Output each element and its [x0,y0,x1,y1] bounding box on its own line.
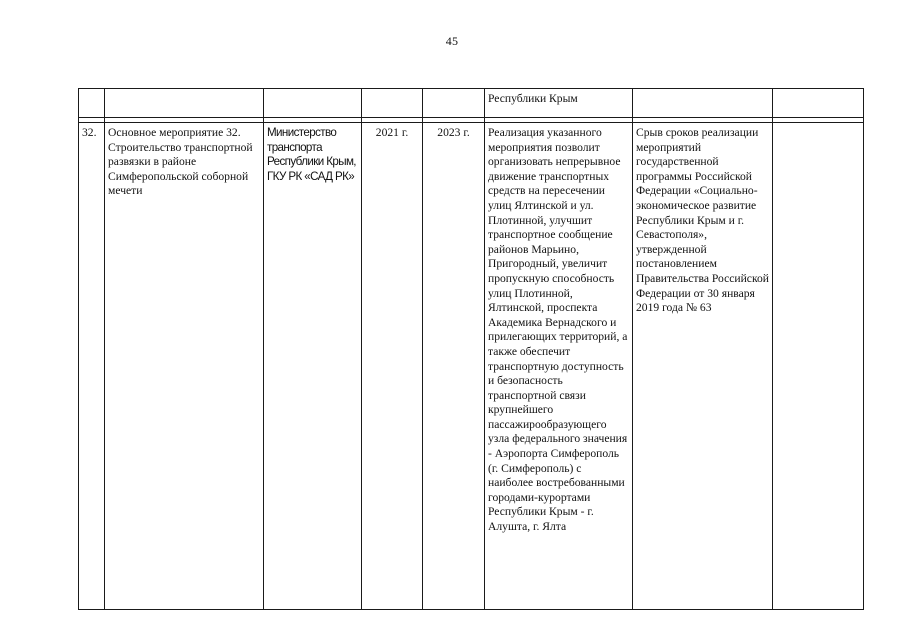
cell-end-year [423,123,485,610]
table-row [79,123,864,610]
cell-consequence [633,123,773,610]
cell-empty [79,89,105,118]
expected-result-text: Реализация указанного мероприятия позволит организовать непрерывное движение транспортных средств на пересечении улиц Ялтинской и ул. Плотинной, улучшит транспортное сообщение районов Марьино, Пригородный, увеличит пропускную способность улиц Плотинной, Ялтинской, проспекта Академика Вернадского и прилегающих территорий, а также обеспечит транспортную доступность и безопасность транспортной связи крупнейшего пассажирообразующего узла федерального значения - Аэропорта Симферополь (г. Симферополь) с наиболее востребованными городами-курортами Республики Крым - г. Алушта, г. Ялта [488,126,628,534]
cell-row-number [79,123,105,610]
cell-empty [773,89,864,118]
page-number: 45 [445,34,459,48]
cell-empty [264,89,362,118]
end-year: 2023 г. [437,126,470,139]
cell-empty [633,89,773,118]
cell-result-continuation [485,89,633,118]
result-continuation-text: Республики Крым [488,92,578,105]
executor-text: Министерство транспорта Республики Крым, ГКУ РК «САД РК» [267,126,356,183]
cell-activity-name [105,123,264,610]
cell-empty [362,89,423,118]
cell-expected-result [485,123,633,610]
cell-empty [423,89,485,118]
cell-indicator [773,123,864,610]
table-continuation-row [79,89,864,118]
program-activities-table [78,88,864,610]
consequence-text: Срыв сроков реализации мероприятий государственной программы Российской Федерации «Социально-экономическое развитие Республики Крым и г. Севастополя», утвержденной постановлением Правительства Российской Федерации от 30 января 2019 года № 63 [636,126,769,315]
cell-executor [264,123,362,610]
row-number: 32. [82,126,97,139]
activity-name: Основное мероприятие 32. Строительство транспортной развязки в районе Симферопольской соборной мечети [108,126,253,198]
start-year: 2021 г. [375,126,409,139]
cell-start-year [362,123,423,610]
cell-empty [105,89,264,118]
